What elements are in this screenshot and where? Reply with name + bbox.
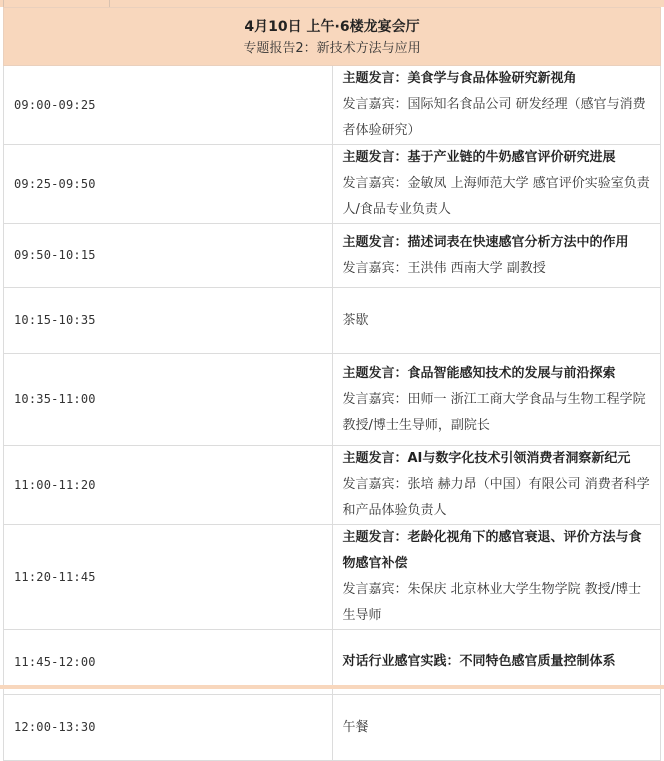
time-slot: 11:45-12:00 [14, 654, 96, 669]
time-cell [4, 66, 333, 145]
time-slot: 11:00-11:20 [14, 477, 96, 492]
agenda-table [3, 7, 661, 761]
time-slot: 10:15-10:35 [14, 313, 96, 327]
content-cell [332, 288, 661, 354]
talk-title: 主题发言：老龄化视角下的感官衰退、评价方法与食物感官补偿 [342, 530, 642, 571]
speaker-info: 发言嘉宾：朱保庆 北京林业大学生物学院 教授/博士生导师 [342, 582, 642, 623]
talk-title: 主题发言：描述词表在快速感官分析方法中的作用 [342, 234, 629, 250]
agenda-header [4, 8, 661, 66]
agenda-row [4, 354, 661, 446]
lunch-label: 午餐 [342, 719, 369, 735]
next-section-edge [0, 685, 664, 689]
agenda-row [4, 446, 661, 525]
time-slot: 09:00-09:25 [14, 97, 96, 112]
time-cell [4, 695, 333, 761]
agenda-header-row [4, 8, 661, 66]
agenda-row [4, 695, 661, 761]
time-cell [4, 288, 333, 354]
session-title: 4月10日 上午·6楼龙宴会厅 [244, 18, 420, 35]
speaker-info: 发言嘉宾：张培 赫力昂（中国）有限公司 消费者科学和产品体验负责人 [342, 477, 650, 518]
time-cell [4, 354, 333, 446]
time-slot: 12:00-13:30 [14, 720, 96, 734]
talk-title: 主题发言：基于产业链的牛奶感官评价研究进展 [342, 150, 616, 165]
agenda-row [4, 288, 661, 354]
agenda-row [4, 224, 661, 288]
time-slot: 09:50-10:15 [14, 248, 96, 262]
agenda-row [4, 525, 661, 630]
session-subtitle: 专题报告2：新技术方法与应用 [243, 40, 421, 56]
speaker-info: 发言嘉宾：金敏凤 上海师范大学 感官评价实验室负责人/食品专业负责人 [342, 176, 650, 217]
speaker-info: 发言嘉宾：王洪伟 西南大学 副教授 [342, 260, 546, 276]
time-cell [4, 446, 333, 525]
speaker-info: 发言嘉宾：田师一 浙江工商大学食品与生物工程学院 教授/博士生导师，副院长 [342, 391, 646, 433]
agenda-row [4, 66, 661, 145]
panel-title: 对话行业感官实践：不同特色感官质量控制体系 [342, 654, 616, 669]
agenda-row [4, 145, 661, 224]
time-cell [4, 224, 333, 288]
talk-title: 主题发言：美食学与食品体验研究新视角 [342, 71, 577, 86]
content-cell [332, 446, 661, 525]
speaker-info: 发言嘉宾：国际知名食品公司 研发经理（感官与消费者体验研究） [342, 97, 646, 138]
content-cell [332, 145, 661, 224]
content-cell [332, 354, 661, 446]
content-cell [332, 525, 661, 630]
time-cell [4, 145, 333, 224]
content-cell [332, 224, 661, 288]
time-slot: 11:20-11:45 [14, 569, 96, 584]
content-cell [332, 695, 661, 761]
content-cell [332, 66, 661, 145]
talk-title: 主题发言：食品智能感知技术的发展与前沿探索 [342, 365, 616, 381]
time-cell [4, 525, 333, 630]
break-label: 茶歇 [342, 312, 369, 328]
time-slot: 10:35-11:00 [14, 392, 96, 406]
talk-title: 主题发言：AI与数字化技术引领消费者洞察新纪元 [342, 451, 631, 466]
previous-section-edge [0, 0, 664, 7]
time-slot: 09:25-09:50 [14, 176, 96, 191]
